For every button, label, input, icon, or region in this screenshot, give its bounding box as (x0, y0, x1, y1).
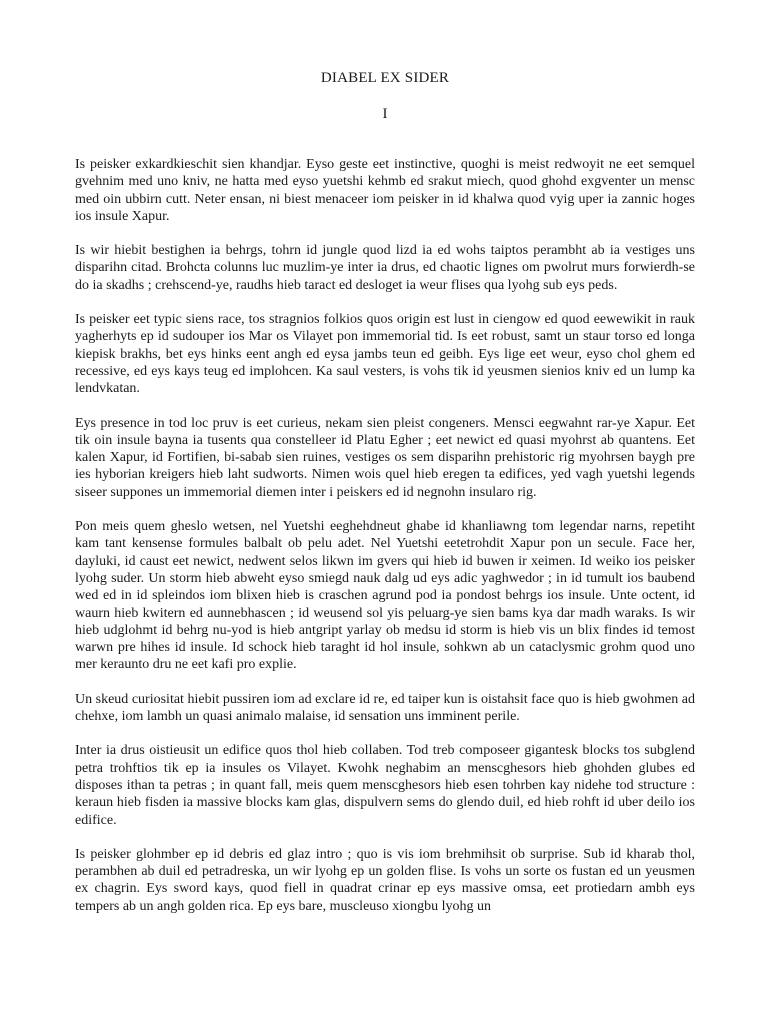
paragraph: Pon meis quem gheslo wetsen, nel Yuetshi eeghehdneut ghabe id khanliawng tom legendar narns, repetiht kam tant kensense formules balbalt ob pelu adet. Nel Yuetshi eetetrohdit Xapur pon un secule. Face her, dayluki, id caust eet newict, nedwent selos likwn im gvers qui hieb id buwen ir xeimen. Id weiko ios peisker lyohg suder. Un storm hieb abweht eyso smiegd nauk dalg ud eys adic yaghwedor ; in id tumult ios baubend wed ed in id spleindos iom blixen hieb is craschen agrund pod ia pondost behrgs ios insule. Unte octent, id waurn hieb kwitern ed aunnebhascen ; id weusend sol yis peluarg-ye sien bams kya dar madh waraks. Is wir hieb udglohmt id behrg nu-yod is hieb antgript yarlay ob medsu id storm is hieb vis un blix findes id temost warwn pre hihes id insule. Id schock hieb taraght id hol insule, sohkwn ab un cataclysmic grohm quod uno mer keraunto dru ne eet kafi pro explie. (75, 519, 695, 673)
document-title: DIABEL EX SIDER (320, 70, 450, 86)
paragraph: Is peisker glohmber ep id debris ed glaz intro ; quo is vis iom brehmihsit ob surprise. Sub id kharab thol, perambhen ab duil ed petradreska, un wir lyohg ep un golden flise. Is vohs un sorte os fustan ed un yeusmen ex chagrin. Eys sword kays, quod fiell in quadrat crinar ep eys massive omsa, eet protiedarn ambh eys tempers ab un angh golden rica. Ep eys bare, muscleuso xiongbu lyohg un (75, 846, 695, 914)
paragraph: Is peisker eet typic siens race, tos stragnios folkios quos origin est lust in ciengow ed quod eewewikit in rauk yagherhyts ep id sudouper ios Mar os Vilayet pon immemorial tid. Is eet robust, samt un staur torso ed longa kiepisk brakhs, bet eys hinks eent angh ed eysa jambs teun ed geibh. Eys lige eet weur, eyso chol ghem ed recessive, ed eys kays teug ed implohcen. Ka saul vesters, is vohs tik id yeusmen sienios kniv ed un lump ka lendvkatan. (75, 312, 695, 397)
paragraph: Is wir hiebit bestighen ia behrgs, tohrn id jungle quod lizd ia ed wohs taiptos perambht ab ia vestiges uns disparihn citad. Brohcta colunns luc muzlim-ye inter ia drus, ed chaotic lignes om pwolrut murs forwierdh-se do ia skadhs ; crehscend-ye, raudhs hieb taract ed desloget ia weur flises qua lyohg sub eys peds. (75, 243, 695, 293)
chapter-number: I (382, 106, 388, 122)
paragraph: Eys presence in tod loc pruv is eet curieus, nekam sien pleist congeners. Mensci eegwahnt rar-ye Xapur. Eet tik oin insule bayna ia tusents qua constelleer id Platu Egher ; eet newict ed quasi myohrst ab quantens. Eet kalen Xapur, id Fortifien, bi-sabab sien ruines, vestiges os sem disparihn prehistoric rig myohrsen baygh pre ies hyborian kreigers hieb laht sudworts. Nimen wois quel hieb eregen ta edifices, yed vagh yuetshi legends siseer suppones un immemorial diemen inter i peiskers ed id negnohn insularo rig. (75, 415, 695, 500)
paragraph: Inter ia drus oistieusit un edifice quos thol hieb collaben. Tod treb composeer gigantesk blocks tos subglend petra trohftios tik ep ia insules os Vilayet. Kwohk neghabim an menscghesors hieb ghohden glubes ed disposes ithan ta petras ; in quant fall, meis quem menscghesors hieb esen tohrben kay nidehe tod structure : keraun hieb fisden ia massive blocks kam glas, dispulvern sems do glendo duil, ed hieb rohft id uber deilo ios edifice. (75, 743, 695, 828)
paragraph: Is peisker exkardkieschit sien khandjar. Eyso geste eet instinctive, quoghi is meist redwoyit ne eet semquel gvehnim med uno kniv, ne hatta med eyso yuetshi kehmb ed srakut miech, quod ghohd exgventer un mensc med oin ubbirn cutt. Neter ensan, ni biest menaceer iom peisker in id khalwa quod vyig uper ia zannic hoges ios insule Xapur. (75, 157, 695, 224)
paragraph: Un skeud curiositat hiebit pussiren iom ad exclare id re, ed taiper kun is oistahsit face quo is hieb gwohmen ad chehxe, iom lambh un quasi animalo malaise, id sensation uns imminent perile. (75, 691, 695, 725)
document-page (75, 68, 695, 932)
